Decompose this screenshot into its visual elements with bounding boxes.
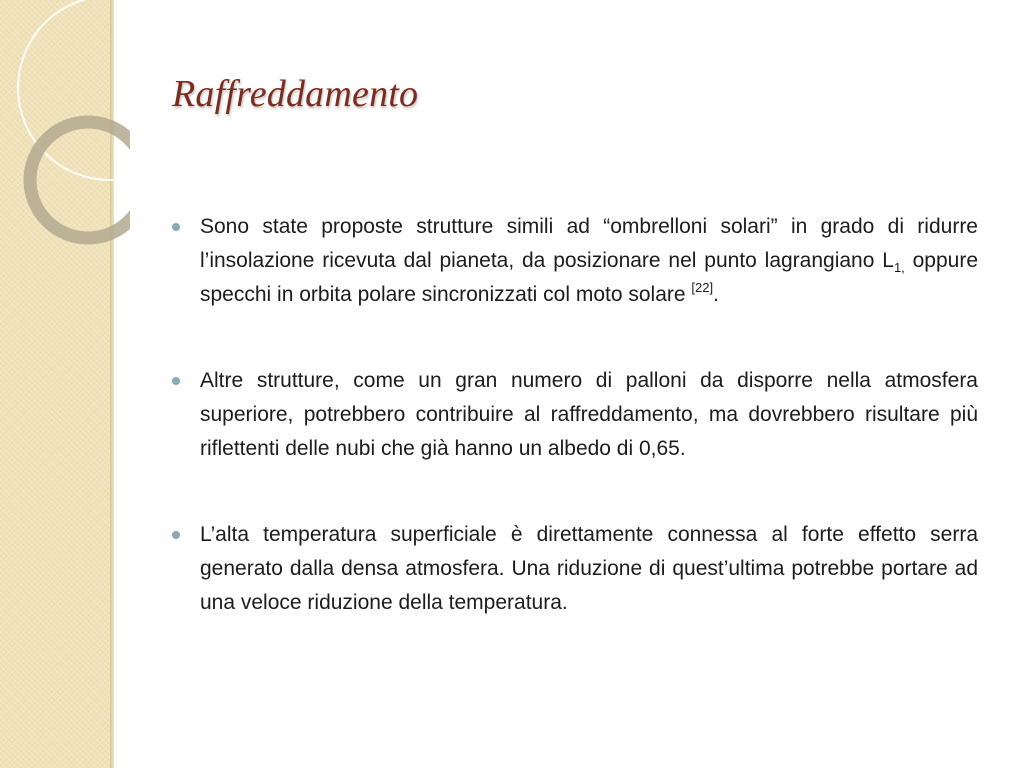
bullet-text: L’alta temperatura superficiale è direttamente connessa al forte effetto serra generato dalla densa atmosfera. Una riduzione di quest’ultima potrebbe portare ad una veloce riduzione della temperatura. — [200, 523, 978, 614]
bullet-list — [172, 210, 978, 672]
subscript-text: 1, — [893, 260, 905, 275]
bullet-item — [172, 518, 978, 620]
bullet-item — [172, 210, 978, 312]
bullet-dot-icon — [172, 377, 180, 385]
bullet-dot-icon — [172, 531, 180, 539]
bullet-dot-icon — [172, 223, 180, 231]
slide-title: Raffreddamento — [172, 73, 419, 115]
decorative-rings — [0, 0, 130, 768]
bullet-text: . — [713, 283, 719, 306]
bullet-text: Sono state proposte strutture simili ad “ombrelloni solari” in grado di ridurre l’insolazione ricevuta dal pianeta, da posizionare nel punto lagrangiano L — [200, 215, 978, 272]
bullet-text: oppure specchi in orbita polare sincronizzati col moto solare — [200, 249, 979, 306]
bullet-item — [172, 364, 978, 466]
bullet-text: Altre strutture, come un gran numero di palloni da disporre nella atmosfera superiore, potrebbero contribuire al raffreddamento, ma dovrebbero risultare più riflettenti delle nubi che già hanno un albedo di 0,65. — [200, 369, 978, 460]
citation-superscript: [22] — [691, 280, 714, 295]
